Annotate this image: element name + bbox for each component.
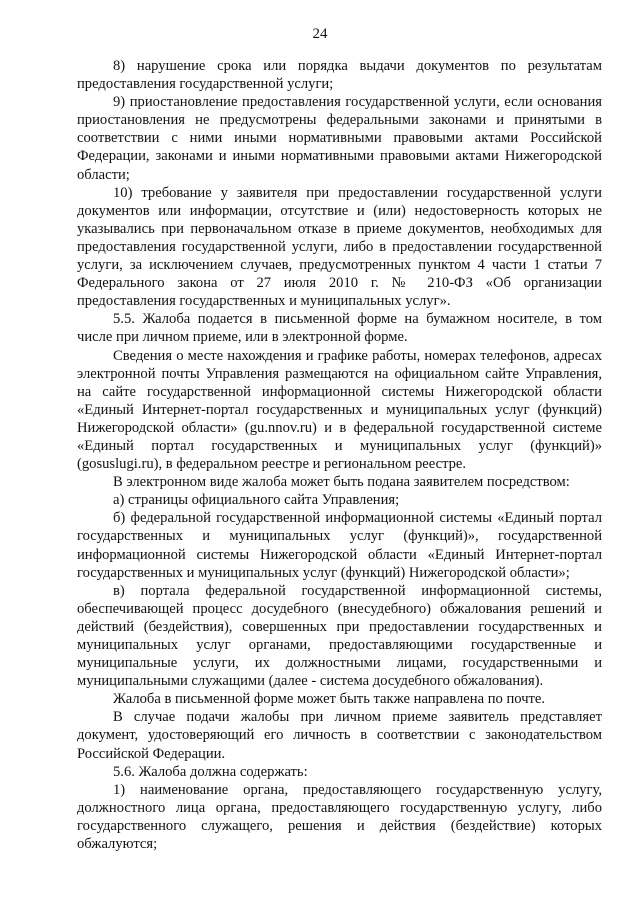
paragraph-personal-reception: В случае подачи жалобы при личном приеме заявитель представляет документ, удостоверяющий его личность в соответствии с законодательством Российской Федерации. [77,709,602,762]
paragraph-mail: Жалоба в письменной форме может быть также направлена по почте. [113,691,546,708]
paragraph-item-10: 10) требование у заявителя при предоставлении государственной услуги документов или информации, отсутствие и (или) недостоверность которых не указывались при первоначальном отказе в приеме документов, необходимых для предоставления государственной услуги, либо в предоставлении государственной услуги, за исключением случаев, предусмотренных пунктом 4 части 1 статьи 7 Федерального закона от 27 июля 2010 г. № 210-ФЗ «Об организации предоставления государственных и муниципальных услуг». [77,184,602,310]
paragraph-item-b: б) федеральной государственной информационной системы «Единый портал государственных и муниципальных услуг (функций)», государственной информационной системы Нижегородской области «Единый Интернет-портал государственных и муниципальных услуг (функций) Нижегородской области»; [77,510,602,581]
paragraph-item-8: 8) нарушение срока или порядка выдачи документов по результатам предоставления государственной услуги; [77,58,602,93]
paragraph-item-9: 9) приостановление предоставления государственной услуги, если основания приостановления не предусмотрены федеральными законами и принятыми в соответствии с ними иными нормативными правовыми актами Российской Федерации, законами и иными нормативными правовыми актами Нижегородской области; [77,94,602,183]
page-number: 24 [312,26,328,42]
paragraph-5-6: 5.6. Жалоба должна содержать: [113,763,308,780]
paragraph-contact-info: Сведения о месте нахождения и графике работы, номерах телефонов, адресах электронной почты Управления размещаются на официальном сайте Управления, на сайте государственной информационной системы Нижегородской области «Единый Интернет-портал государственных и муниципальных услуг (функций) Нижегородской области» (gu.nnov.ru) и в федеральной государственной системе «Единый портал государственных и муниципальных услуг (функций)» (gosuslugi.ru), в федеральном реестре и региональном реестре. [77,347,602,473]
document-body [77,57,602,853]
paragraph-item-1: 1) наименование органа, предоставляющего государственную услугу, должностного лица органа, предоставляющего государственную услугу, либо государственного служащего, решения и действия (бездействие) которых обжалуются; [77,781,602,853]
paragraph-item-a: а) страницы официального сайта Управления; [113,492,400,509]
paragraph-5-5: 5.5. Жалоба подается в письменной форме на бумажном носителе, в том числе при личном приеме, или в электронной форме. [77,311,602,346]
paragraph-electronic-intro: В электронном виде жалоба может быть подана заявителем посредством: [113,474,570,491]
paragraph-item-v: в) портала федеральной государственной информационной системы, обеспечивающей процесс досудебного (внесудебного) обжалования решений и действий (бездействия), совершенных при предоставлении государственных и муниципальных услуг органами, предоставляющими государственные и муниципальные услуги, их должностными лицами, государственными и муниципальными служащими (далее - система досудебного обжалования). [77,582,602,690]
